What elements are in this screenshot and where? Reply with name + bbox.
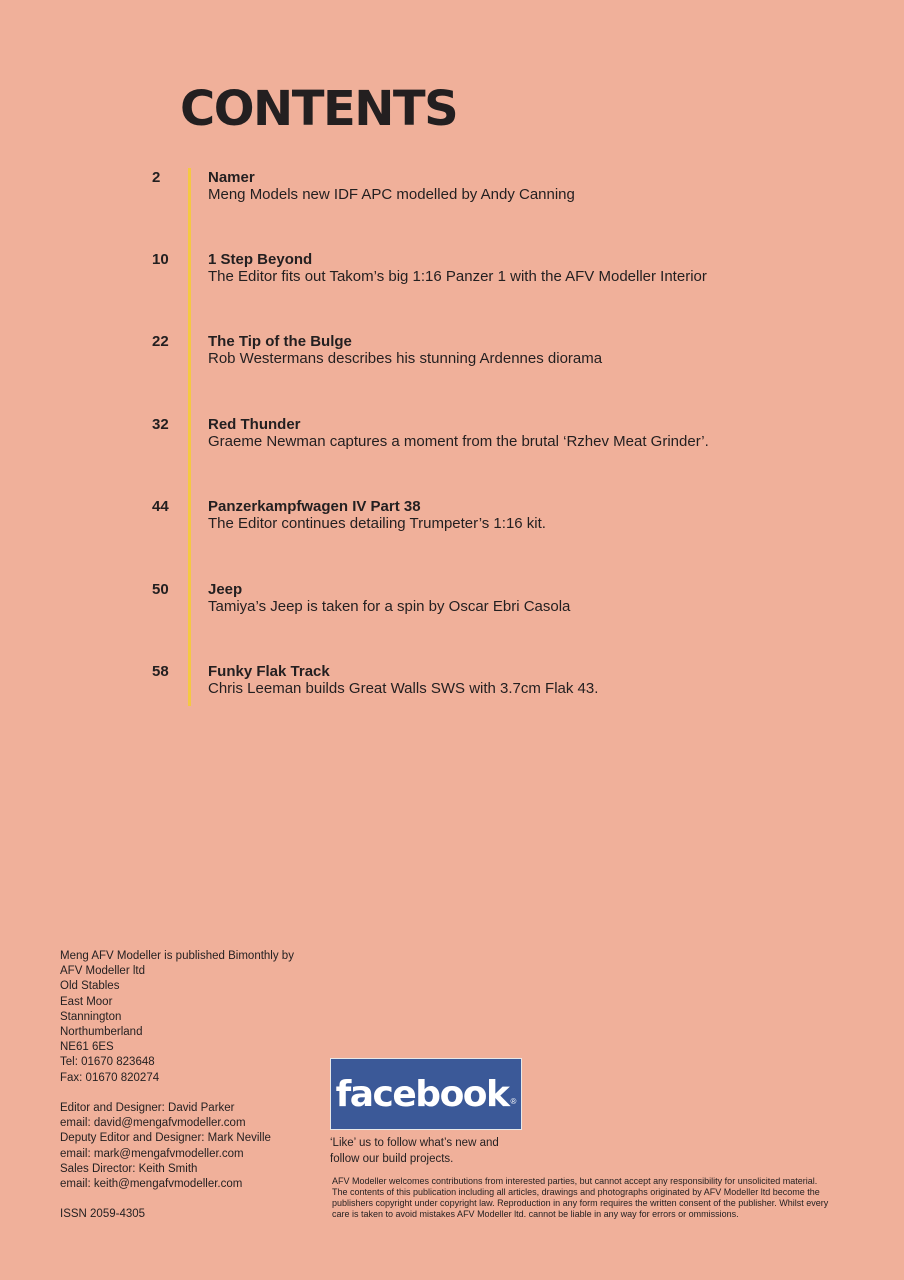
imprint-publisher-line: Meng AFV Modeller is published Bimonthly by <box>60 950 294 962</box>
facebook-caption-line: follow our build projects. <box>330 1152 454 1165</box>
imprint-telephone: Tel: 01670 823648 <box>60 1056 155 1069</box>
toc-article-title[interactable]: The Tip of the Bulge <box>208 333 352 350</box>
imprint-address-line: Stannington <box>60 1010 122 1023</box>
staff-editor: Editor and Designer: David Parker <box>60 1102 235 1115</box>
toc-entry[interactable] <box>0 333 904 373</box>
toc-entry[interactable] <box>0 663 904 703</box>
imprint-company: AFV Modeller ltd <box>60 965 146 978</box>
page-title: CONTENTS <box>180 81 458 137</box>
toc-article-description: Meng Models new IDF APC modelled by Andy Canning <box>208 186 575 203</box>
toc-entry[interactable] <box>0 251 904 291</box>
toc-entry[interactable] <box>0 498 904 538</box>
imprint-address-line: Northumberland <box>60 1026 143 1039</box>
toc-page-number: 10 <box>152 251 169 268</box>
toc-page-number: 50 <box>152 581 169 598</box>
imprint-address-line: Old Stables <box>60 980 120 993</box>
staff-editor-email[interactable]: email: david@mengafvmodeller.com <box>60 1117 246 1130</box>
toc-article-description: Rob Westermans describes his stunning Ardennes diorama <box>208 350 603 367</box>
facebook-logo-button[interactable] <box>330 1058 522 1130</box>
issn-number: ISSN 2059-4305 <box>60 1208 146 1221</box>
toc-article-description: Tamiya’s Jeep is taken for a spin by Oscar Ebri Casola <box>208 598 571 615</box>
facebook-caption <box>330 1136 499 1167</box>
toc-article-title[interactable]: Panzerkampfwagen IV Part 38 <box>208 498 421 515</box>
toc-page-number: 32 <box>152 416 169 433</box>
facebook-logo-text: facebook <box>335 1073 509 1115</box>
imprint-address-line: East Moor <box>60 995 113 1008</box>
registered-trademark-icon: ® <box>510 1096 517 1106</box>
imprint-postcode: NE61 6ES <box>60 1041 114 1054</box>
toc-entry[interactable] <box>0 581 904 621</box>
toc-page-number: 2 <box>152 169 161 186</box>
toc-entry[interactable] <box>0 169 904 209</box>
legal-disclaimer: AFV Modeller welcomes contributions from interested parties, but cannot accept any responsibility for unsolicited material. The contents of this publication including all articles, drawings and photographs originated by AFV Modeller ltd become the publishers copyright under copyright law. Reproduction in any form requires the written consent of the publisher. Whilst every care is taken to avoid mistakes AFV Modeller ltd. cannot be liable in any way for errors or ommissions. <box>332 1176 829 1219</box>
toc-article-title[interactable]: Red Thunder <box>208 416 301 433</box>
toc-page-number: 22 <box>152 333 169 350</box>
toc-article-description: Graeme Newman captures a moment from the brutal ‘Rzhev Meat Grinder’. <box>208 433 709 450</box>
toc-page-number: 58 <box>152 663 169 680</box>
toc-article-title[interactable]: 1 Step Beyond <box>208 251 313 268</box>
toc-article-description: Chris Leeman builds Great Walls SWS with 3.7cm Flak 43. <box>208 680 599 697</box>
toc-page-number: 44 <box>152 498 169 515</box>
toc-article-title[interactable]: Namer <box>208 169 255 186</box>
toc-article-description: The Editor fits out Takom’s big 1:16 Panzer 1 with the AFV Modeller Interior <box>208 268 707 285</box>
toc-article-title[interactable]: Jeep <box>208 581 243 598</box>
staff-deputy-editor: Deputy Editor and Designer: Mark Neville <box>60 1132 271 1145</box>
toc-article-description: The Editor continues detailing Trumpeter’s 1:16 kit. <box>208 515 546 532</box>
staff-deputy-editor-email[interactable]: email: mark@mengafvmodeller.com <box>60 1147 244 1160</box>
facebook-caption-line: ‘Like’ us to follow what’s new and <box>330 1137 499 1149</box>
publisher-imprint <box>60 949 294 1223</box>
staff-sales-director-email[interactable]: email: keith@mengafvmodeller.com <box>60 1178 243 1191</box>
staff-sales-director: Sales Director: Keith Smith <box>60 1162 198 1175</box>
imprint-fax: Fax: 01670 820274 <box>60 1071 160 1084</box>
toc-entry[interactable] <box>0 416 904 456</box>
toc-article-title[interactable]: Funky Flak Track <box>208 663 330 680</box>
